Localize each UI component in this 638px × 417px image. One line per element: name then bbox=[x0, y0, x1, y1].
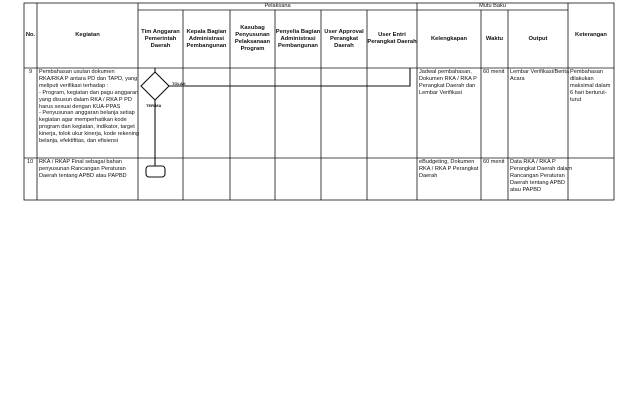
decision-diamond bbox=[141, 72, 169, 100]
header-keterangan: Keterangan bbox=[575, 32, 607, 38]
header-output: Output bbox=[528, 35, 548, 42]
keterangan-line: turut bbox=[570, 96, 582, 103]
kelengkapan-line: RKA / RKA P Perangkat bbox=[419, 165, 479, 172]
header-kelengkapan: Kelengkapan bbox=[430, 35, 468, 42]
output-line: Acara bbox=[510, 75, 525, 82]
kegiatan-line: yang disusun dalam RKA / RKA P PD bbox=[39, 96, 132, 103]
output-line: Lembar Verifikasi/Berita bbox=[510, 69, 570, 75]
kegiatan-line: - Program, kegiatan dan pagu anggaran bbox=[39, 89, 139, 96]
kegiatan-line: program dan kegiatan, indikator, target bbox=[39, 124, 135, 131]
kelengkapan-line: Daerah bbox=[419, 172, 438, 179]
kegiatan-line: RKA/RKA P antara PD dan TAPD, yang bbox=[39, 75, 138, 82]
output-line: Perangkat Daerah dalam bbox=[510, 165, 573, 172]
keterangan-line: 6 hari berturut- bbox=[570, 89, 607, 96]
keterangan-line: dilakukan bbox=[570, 75, 594, 82]
row-waktu: 60 menit bbox=[483, 159, 505, 165]
header-penyelia: Penyelia Bagian Administrasi Pembangunan bbox=[275, 28, 321, 49]
keterangan-line: maksimal dalam bbox=[570, 82, 611, 89]
header-kepala-bagian: Kepala Bagian Administrasi Pembangunan bbox=[186, 28, 227, 49]
header-kasubag: Kasubag Penyusunan Pelaksanaan Program bbox=[234, 25, 271, 52]
kegiatan-line: harus sesuai dengan KUA-PPAS bbox=[39, 103, 121, 110]
kelengkapan-line: Perangkat Daerah dan bbox=[419, 82, 476, 89]
kegiatan-line: RKA / RKAP Final sebagai bahan bbox=[39, 159, 122, 165]
header-kegiatan: Kegiatan bbox=[75, 32, 100, 38]
header-user-approval: User Approval Perangkat Daerah bbox=[324, 28, 364, 49]
row-number: 10 bbox=[27, 159, 34, 165]
row-waktu: 60 menit bbox=[483, 69, 505, 75]
kelengkapan-line: Dokumen RKA / RKA P bbox=[419, 75, 477, 82]
header-pelaksana: Pelaksana bbox=[264, 3, 291, 9]
output-line: Rancangan Peraturan bbox=[510, 172, 565, 179]
row-output bbox=[510, 69, 569, 83]
kegiatan-line: belanja, efektifitas, dan efisiensi bbox=[39, 138, 118, 145]
terminator-shape bbox=[146, 166, 165, 177]
kegiatan-line: meliputi verifikasi terhadap : bbox=[39, 82, 109, 89]
kegiatan-line: - Penyusunan anggaran belanja setiap bbox=[39, 110, 135, 117]
row-kelengkapan bbox=[419, 159, 478, 180]
kegiatan-line: kinerja, tolok ukur kinerja, kode rekening bbox=[39, 131, 140, 138]
decision-accept-label: TERIMA bbox=[146, 103, 162, 108]
flow-line-reject bbox=[169, 68, 410, 86]
header-tim-anggaran: Tim Anggaran Pemerintah Daerah bbox=[141, 28, 180, 49]
row-kegiatan bbox=[39, 69, 139, 145]
keterangan-line: Pembahasan bbox=[570, 69, 603, 75]
header-mutu-baku: Mutu Baku bbox=[479, 3, 506, 9]
kegiatan-line: penyusunan Rancangan Peraturan bbox=[39, 165, 126, 172]
kegiatan-line: Pembahasan usulan dokumen bbox=[39, 69, 115, 75]
row-kelengkapan bbox=[419, 69, 477, 97]
header-no: No. bbox=[25, 32, 36, 38]
row-output bbox=[510, 159, 572, 194]
output-line: atau PAPBD bbox=[510, 186, 541, 193]
row-keterangan bbox=[570, 69, 610, 104]
kelengkapan-line: Jadwal pembahasan, bbox=[419, 69, 472, 75]
kelengkapan-line: Lembar Verifikasi bbox=[419, 89, 462, 96]
decision-reject-label: TOLAK bbox=[172, 81, 186, 86]
row-number: 9 bbox=[29, 69, 33, 75]
header-waktu: Waktu bbox=[485, 35, 504, 42]
kegiatan-line: kegiatan agar memperhatikan kode bbox=[39, 117, 127, 124]
kegiatan-line: Daerah tentang APBD atau PAPBD bbox=[39, 172, 127, 179]
output-line: Daerah tentang APBD bbox=[510, 179, 566, 186]
kelengkapan-line: eBudgeting, Dokumen bbox=[419, 159, 475, 165]
row-kegiatan bbox=[39, 159, 127, 180]
output-line: Data RKA / RKA P bbox=[510, 159, 556, 165]
header-user-entri: User Entri Perangkat Daerah bbox=[367, 32, 417, 45]
